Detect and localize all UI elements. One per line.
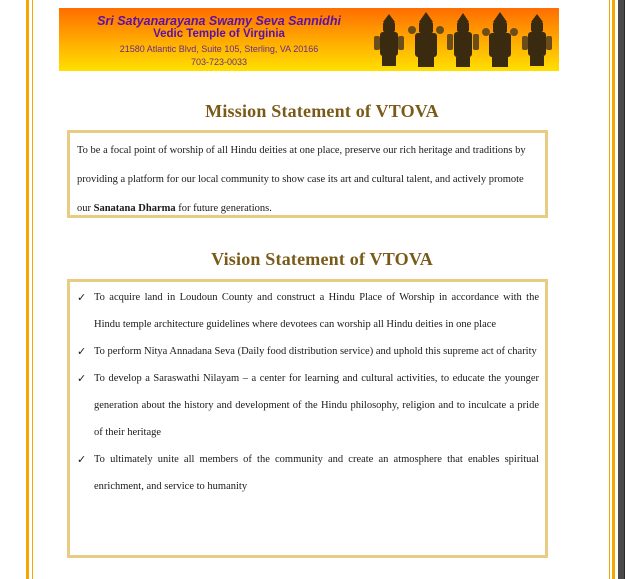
vision-item-text: To perform Nitya Annadana Seva (Daily food distribution service) and uphold this supreme act of charity <box>94 346 537 357</box>
deity-figures-image <box>371 10 556 70</box>
deity-figure-4 <box>482 12 518 67</box>
mission-text <box>77 136 539 223</box>
vision-item <box>74 446 539 500</box>
left-border-thick <box>26 0 29 579</box>
vision-box <box>67 279 548 558</box>
temple-header-banner <box>59 8 559 71</box>
right-border-thin <box>609 0 610 579</box>
check-icon: ✓ <box>77 453 87 466</box>
mission-heading: Mission Statement of VTOVA <box>205 101 439 121</box>
mission-text-end: for future generations. <box>175 203 272 214</box>
deity-figure-2 <box>408 12 444 67</box>
vision-item-text: To ultimately unite all members of the community and create an atmosphere that enables spiritual enrichment, and service to humanity <box>94 454 539 492</box>
header-address: 21580 Atlantic Blvd, Suite 105, Sterling, VA 20166 <box>119 44 319 54</box>
check-icon: ✓ <box>77 345 87 358</box>
mission-text-start: To be a focal point of worship of all Hindu deities at one place, preserve our rich heritage and traditions by providing a platform for our local community to show case its art and cultural talent, and actively promote our <box>77 145 526 214</box>
deity-figure-5 <box>522 14 552 66</box>
left-border-thin <box>32 0 33 579</box>
header-subtitle: Vedic Temple of Virginia <box>153 28 285 40</box>
deity-figure-1 <box>374 14 404 66</box>
header-temple-name: Sri Satyanarayana Swamy Seva Sannidhi <box>97 14 341 28</box>
vision-list <box>74 284 539 500</box>
mission-text-bold: Sanatana Dharma <box>93 203 176 214</box>
vision-item <box>74 365 539 446</box>
document-page <box>26 0 618 579</box>
window-scrollbar[interactable] <box>617 0 625 579</box>
vision-heading: Vision Statement of VTOVA <box>211 249 433 269</box>
mission-box <box>67 130 548 218</box>
header-phone: 703-723-0033 <box>190 57 248 67</box>
vision-item <box>74 338 539 365</box>
scrollbar-thumb[interactable] <box>618 0 624 579</box>
vision-item-text: To develop a Saraswathi Nilayam – a center for learning and cultural activities, to educate the younger generation about the history and development of the Hindu philosophy, religion and to inculcate a pride of their heritage <box>94 373 539 438</box>
check-icon: ✓ <box>77 372 87 385</box>
deity-figure-3 <box>447 13 479 67</box>
vision-item <box>74 284 539 338</box>
vision-item-text: To acquire land in Loudoun County and construct a Hindu Place of Worship in accordance with the Hindu temple architecture guidelines where devotees can worship all Hindu deities in one place <box>94 292 539 330</box>
right-border-thick <box>612 0 615 579</box>
check-icon: ✓ <box>77 291 87 304</box>
